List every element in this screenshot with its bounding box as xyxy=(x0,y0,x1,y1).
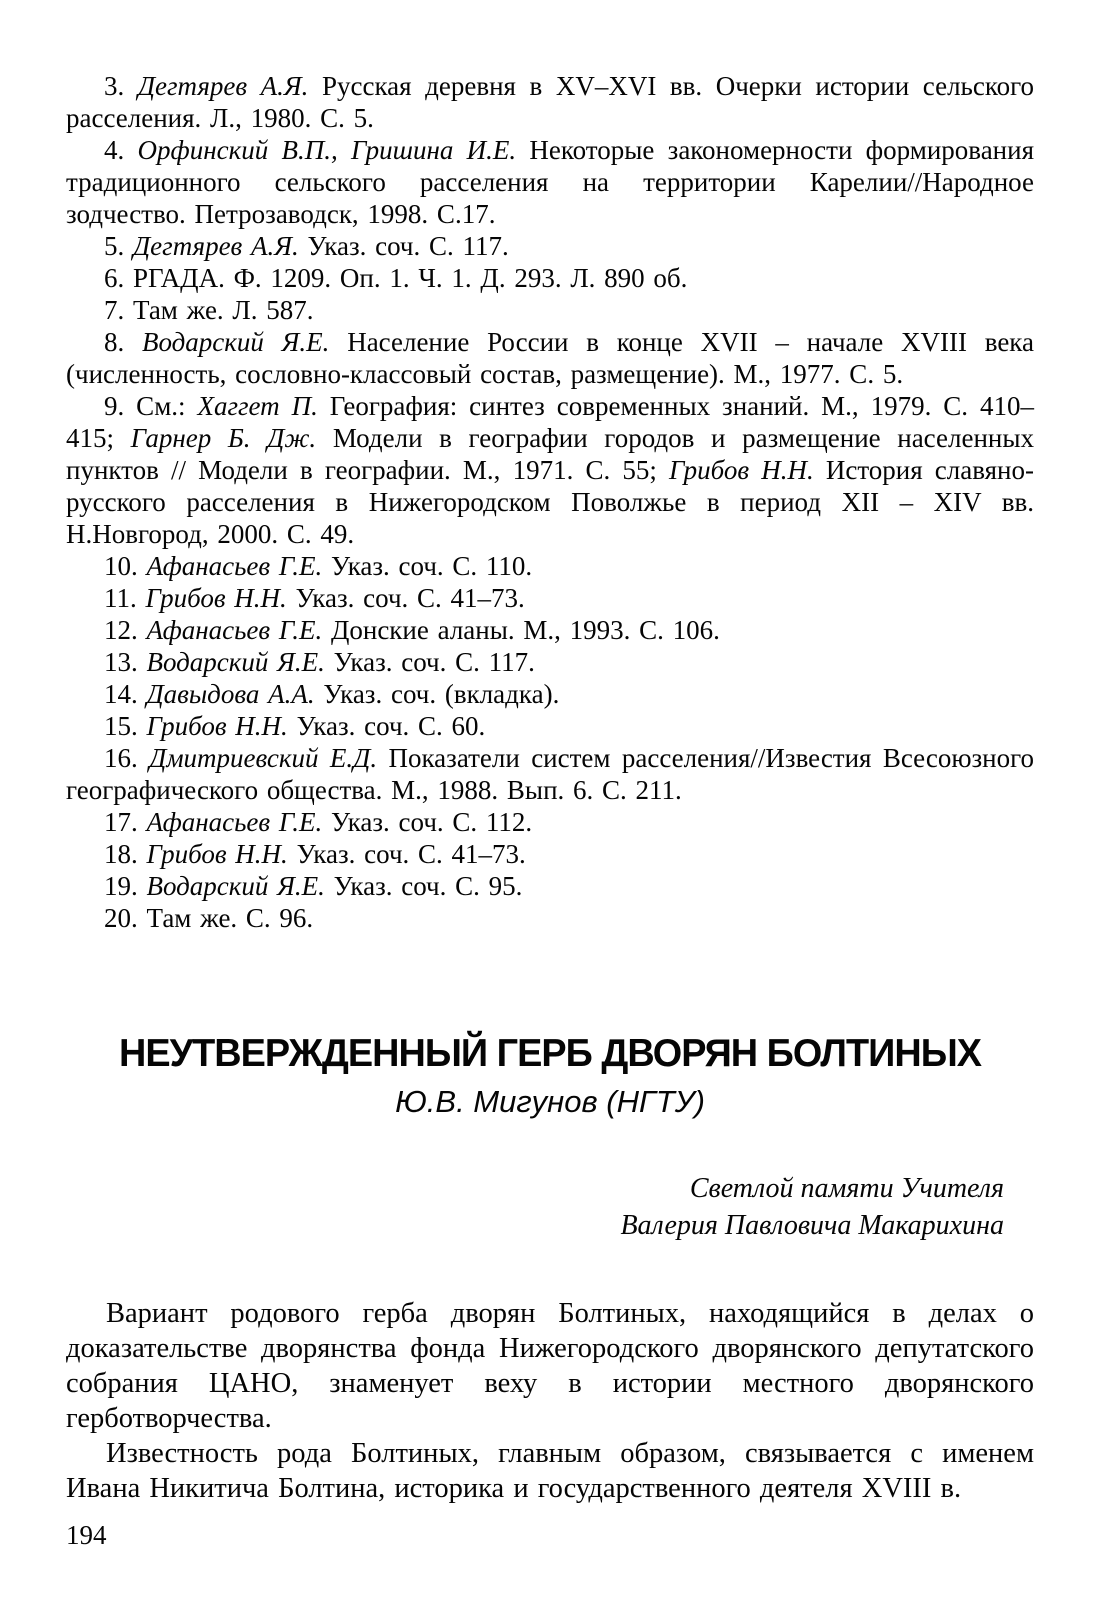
reference-author: Водарский Я.Е. xyxy=(142,327,330,357)
reference-item xyxy=(66,326,1034,390)
reference-author: Водарский Я.Е. xyxy=(146,647,325,677)
reference-author: Гарнер Б. Дж. xyxy=(130,423,317,453)
dedication-line-2: Валерия Павловича Макарихина xyxy=(620,1210,1004,1241)
reference-author: Давыдова А.А. xyxy=(146,679,315,709)
body-paragraph: Вариант родового герба дворян Болтиных, находящийся в делах о доказательстве дворянства фонда Нижегородского дворянского депутатского собрания ЦАНО, знаменует веху в истории местного дворянского герботворчества. xyxy=(66,1298,1034,1434)
reference-text: История славяно-русского расселения в Нижегородском Поволжье в период XII – XIV вв. Н.Новгород, 2000. С. 49. xyxy=(66,455,1034,549)
article-body xyxy=(66,1296,1034,1506)
reference-item xyxy=(66,134,1034,230)
reference-text: Донские аланы. М., 1993. С. 106. xyxy=(322,615,720,645)
reference-text: 7. Там же. Л. 587. xyxy=(104,295,314,325)
reference-text: Указ. соч. С. 41–73. xyxy=(286,583,525,613)
reference-text: Модели в географии городов и размещение населенных пунктов // Модели в географии. М., 1971. С. 55; xyxy=(66,423,1034,485)
reference-author: Дегтярев А.Я. xyxy=(133,231,299,261)
dedication-line-1: Светлой памяти Учителя xyxy=(689,1173,1004,1204)
reference-text: 11. xyxy=(104,583,146,613)
reference-item xyxy=(66,838,1034,870)
reference-text: 4. xyxy=(104,135,138,165)
reference-author: Дмитриевский Е.Д. xyxy=(149,743,378,773)
reference-item xyxy=(66,582,1034,614)
reference-author: Водарский Я.Е. xyxy=(146,871,325,901)
reference-text: 5. xyxy=(104,231,133,261)
reference-text: 18. xyxy=(104,839,147,869)
reference-text: 13. xyxy=(104,647,147,677)
reference-item xyxy=(66,646,1034,678)
reference-author: Грибов Н.Н. xyxy=(146,839,288,869)
reference-item xyxy=(66,870,1034,902)
reference-text: 19. xyxy=(104,871,147,901)
reference-item xyxy=(66,262,1034,294)
reference-text: 12. xyxy=(104,615,147,645)
reference-item xyxy=(66,230,1034,262)
article-title: НЕУТВЕРЖДЕННЫЙ ГЕРБ ДВОРЯН БОЛТИНЫХ xyxy=(118,1032,982,1075)
reference-item xyxy=(66,70,1034,134)
reference-text: 15. xyxy=(104,711,147,741)
reference-author: Афанасьев Г.Е. xyxy=(146,615,323,645)
text-block xyxy=(66,0,1034,1550)
reference-text: Русская деревня в XV–XVI вв. Очерки истории сельского расселения. Л., 1980. С. 5. xyxy=(66,71,1034,133)
reference-text: 14. xyxy=(104,679,147,709)
reference-item xyxy=(66,710,1034,742)
reference-text: Некоторые закономерности формирования традиционного сельского расселения на территории Карелии//Народное зодчество. Петрозаводск, 1998. С.17. xyxy=(66,135,1034,229)
reference-text: Указ. соч. С. 117. xyxy=(298,231,509,261)
reference-text: Население России в конце XVII – начале XVIII века (численность, сословно-классовый состав, размещение). М., 1977. С. 5. xyxy=(66,327,1034,389)
reference-author: Орфинский В.П., Гришина И.Е. xyxy=(137,135,517,165)
reference-text: Показатели систем расселения//Известия Всесоюзного географического общества. М., 1988. Вып. 6. С. 211. xyxy=(66,743,1035,805)
reference-item xyxy=(66,294,1034,326)
reference-item xyxy=(66,614,1034,646)
page-number: 194 xyxy=(66,1520,107,1550)
reference-author: Дегтярев А.Я. xyxy=(137,71,309,101)
article-author: Ю.В. Мигунов (НГТУ) xyxy=(395,1084,705,1119)
reference-text: 9. См.: xyxy=(104,391,198,421)
reference-item xyxy=(66,742,1034,806)
reference-author: Грибов Н.Н. xyxy=(145,583,287,613)
reference-text: 16. xyxy=(104,743,150,773)
reference-text: Указ. соч. С. 41–73. xyxy=(287,839,526,869)
reference-text: 17. xyxy=(104,807,147,837)
reference-item xyxy=(66,806,1034,838)
reference-text: География: синтез современных знаний. М., 1979. С. 410–415; xyxy=(66,391,1034,453)
body-paragraph: Известность рода Болтиных, главным образом, связывается с именем Ивана Никитича Болтина, историка и государственного деятеля XVIII в. xyxy=(66,1438,1034,1504)
reference-item xyxy=(66,550,1034,582)
reference-item xyxy=(66,902,1034,934)
reference-text: Указ. соч. (вкладка). xyxy=(314,679,560,709)
reference-text: 20. Там же. С. 96. xyxy=(104,903,314,933)
reference-text: 8. xyxy=(104,327,143,357)
reference-author: Афанасьев Г.Е. xyxy=(146,807,323,837)
reference-author: Афанасьев Г.Е. xyxy=(146,551,323,581)
reference-text: Указ. соч. С. 60. xyxy=(287,711,486,741)
references-list xyxy=(66,70,1034,934)
reference-item xyxy=(66,678,1034,710)
reference-text: Указ. соч. С. 112. xyxy=(322,807,533,837)
reference-text: Указ. соч. С. 110. xyxy=(322,551,533,581)
reference-text: 6. РГАДА. Ф. 1209. Оп. 1. Ч. 1. Д. 293. Л. 890 об. xyxy=(104,263,688,293)
reference-text: Указ. соч. С. 117. xyxy=(324,647,535,677)
reference-text: 10. xyxy=(104,551,147,581)
reference-author: Грибов Н.Н. xyxy=(146,711,288,741)
reference-text: Указ. соч. С. 95. xyxy=(324,871,523,901)
reference-author: Хаггет П. xyxy=(197,391,318,421)
reference-author: Грибов Н.Н. xyxy=(669,455,814,485)
reference-item xyxy=(66,390,1034,550)
reference-text: 3. xyxy=(104,71,138,101)
dedication xyxy=(66,1170,1034,1244)
